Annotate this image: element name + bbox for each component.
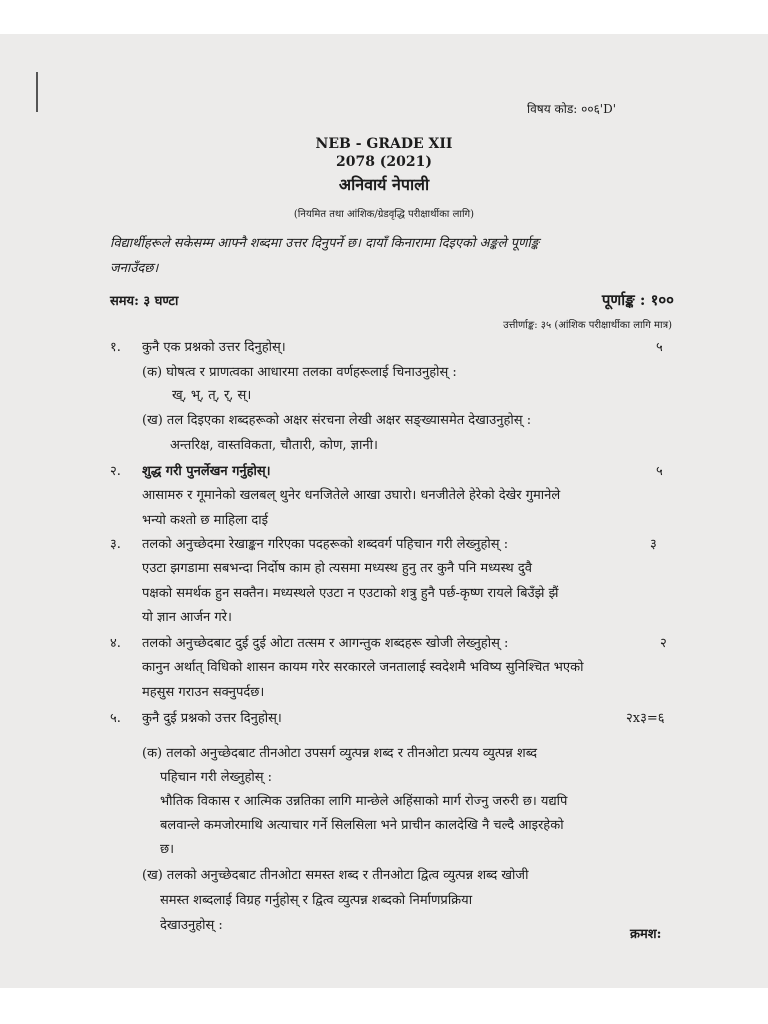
q5a-para-2: बलवान्ले कमजोरमाथि अत्याचार गर्ने सिलसिला भने प्राचीन कालदेखि नै चल्दै आइरहेको (160, 818, 564, 833)
q5a-line-1: (क) तलको अनुच्छेदबाट तीनओटा उपसर्ग व्युत्पन्न शब्द र तीनओटा प्रत्यय व्युत्पन्न शब्द (142, 746, 537, 761)
q1-text: कुनै एक प्रश्नको उत्तर दिनुहोस्। (142, 340, 286, 355)
q1b-items: अन्तरिक्ष, वास्तविकता, चौतारी, कोण, ज्ञानी। (170, 438, 378, 453)
pass-marks: उत्तीर्णाङ्क: ३५ (आंशिक परीक्षार्थीका लागि मात्र) (503, 320, 672, 331)
instruction-line-1: विद्यार्थीहरूले सकेसम्म आफ्नै शब्दमा उत्तर दिनुपर्ने छ। दायाँ किनारामा दिइएको अङ्कले पूर्णाङ्क (110, 236, 540, 251)
q3-marks: ३ (650, 537, 657, 552)
exam-year: 2078 (2021) (335, 154, 433, 170)
q1a-items: ख्, भ्, त्, र्, स्। (172, 388, 252, 403)
q1-marks: ५ (656, 340, 663, 355)
q3-number: ३. (110, 537, 121, 552)
instruction-line-2: जनाउँदछ। (110, 261, 159, 276)
q5a-para-1: भौतिक विकास र आत्मिक उन्नतिका लागि मान्छेले अहिंसाको मार्ग रोज्नु जरुरी छ। यद्यपि (160, 794, 568, 809)
q4-line-2: महसुस गराउन सक्नुपर्दछ। (142, 685, 265, 700)
q5b-line-3: देखाउनुहोस् : (160, 918, 223, 933)
q1-number: १. (110, 340, 121, 355)
board-grade: NEB - GRADE XII (315, 136, 453, 152)
q5b-line-2: समस्त शब्दलाई विग्रह गर्नुहोस् र द्वित्व व्युत्पन्न शब्दको निर्माणप्रक्रिया (160, 893, 473, 908)
q2-line-1: आसामरु र गूमानेको खलबल् थुनेर धनजितेले आखा उघारो। धनजीतेले हेरेको देखेर गुमानेले (142, 488, 561, 503)
pen-mark (36, 72, 38, 112)
q2-text: शुद्ध गरी पुनर्लेखन गर्नुहोस्। (142, 464, 271, 479)
q1a-text: (क) घोषत्व र प्राणत्वका आधारमा तलका वर्णहरूलाई चिनाउनुहोस् : (142, 365, 457, 380)
q4-marks: २ (660, 636, 667, 651)
q3-line-3: यो ज्ञान आर्जन गरे। (142, 610, 232, 625)
q5-text: कुनै दुई प्रश्नको उत्तर दिनुहोस्। (142, 711, 282, 726)
full-marks: पूर्णाङ्क : १०० (601, 291, 674, 309)
q5a-line-2: पहिचान गरी लेख्नुहोस् : (160, 770, 273, 785)
subject-title: अनिवार्य नेपाली (338, 175, 430, 194)
q2-marks: ५ (656, 464, 663, 479)
q1b-text: (ख) तल दिइएका शब्दहरूको अक्षर संरचना लेखी अक्षर सङ्ख्यासमेत देखाउनुहोस् : (142, 413, 532, 428)
q5b-line-1: (ख) तलको अनुच्छेदबाट तीनओटा समस्त शब्द र तीनओटा द्वित्व व्युत्पन्न शब्द खोजी (142, 868, 529, 883)
q3-line-1: एउटा झगडामा सबभन्दा निर्दोष काम हो त्यसमा मध्यस्थ हुनु तर कुनै पनि मध्यस्थ दुवै (142, 561, 532, 576)
q5-marks: २x३=६ (626, 711, 665, 726)
q5-number: ५. (110, 711, 121, 726)
q4-line-1: कानुन अर्थात् विधिको शासन कायम गरेर सरकारले जनतालाई स्वदेशमै भविष्य सुनिश्चित भएको (142, 660, 584, 675)
q3-line-2: पक्षको समर्थक हुन सक्तैन। मध्यस्थले एउटा न एउटाको शत्रु हुनै पर्छ-कृष्ण रायले बिउँझे झैं (142, 586, 559, 601)
q3-text: तलको अनुच्छेदमा रेखाङ्कन गरिएका पदहरूको शब्दवर्ग पहिचान गरी लेख्नुहोस् : (142, 537, 509, 552)
q2-number: २. (110, 464, 121, 479)
q4-number: ४. (110, 636, 121, 651)
continued-label: क्रमश: (630, 927, 662, 942)
subtitle: (नियमित तथा आंशिक/ग्रेडवृद्धि परीक्षार्थीका लागि) (293, 209, 475, 220)
q4-text: तलको अनुच्छेदबाट दुई दुई ओटा तत्सम र आगन्तुक शब्दहरू खोजी लेख्नुहोस् : (142, 636, 509, 651)
q2-line-2: भन्यो कश्तो छ माहिला दाई (142, 513, 269, 528)
subject-code: विषय कोड: ००६'D' (527, 102, 617, 116)
exam-time: समय: ३ घण्टा (110, 294, 179, 309)
q5a-para-3: छ। (160, 842, 175, 857)
